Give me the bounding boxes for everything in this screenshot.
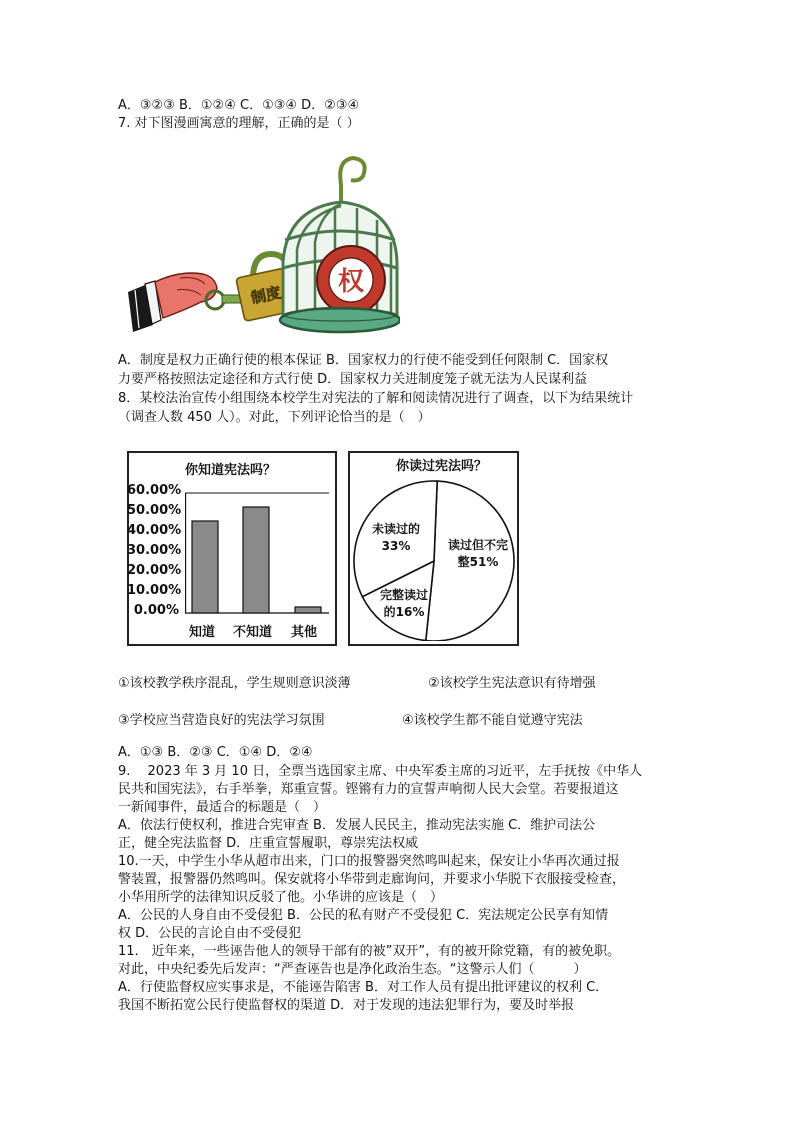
y-tick-label: 40.00% [127, 523, 182, 538]
q10-line1: 10.一天，中学生小华从超市出来，门口的报警器突然鸣叫起来，保安让小华再次通过报 [118, 854, 620, 869]
y-tick-label: 50.00% [127, 503, 182, 518]
q8-choice-2: ②该校学生宪法意识有待增强 [428, 676, 596, 691]
q8-choice-1: ①该校教学秩序混乱，学生规则意识淡薄 [118, 676, 351, 691]
bar-chart-title: 你知道宪法吗？ [185, 463, 277, 478]
x-category-label: 知道 [189, 625, 216, 640]
pie-slice-label-read-full: 完整读过 的16% [379, 588, 428, 619]
q8-stem-line1: 8．某校法治宣传小组围绕本校学生对宪法的了解和阅读情况进行了调查，以下为结果统计 [118, 391, 634, 406]
pie-chart-title: 你读过宪法吗？ [396, 459, 488, 474]
q8-stem-line2: （调查人数 450 人）。对此，下列评论恰当的是（ ） [118, 410, 431, 425]
q9-line3: 一新闻事件，最适合的标题是（ ） [118, 800, 327, 815]
ball-text: 权 [337, 267, 365, 297]
cartoon-image [125, 150, 400, 340]
q8-choice-3: ③学校应当营造良好的宪法学习氛围 [118, 713, 325, 728]
q10-options-line1: A．公民的人身自由不受侵犯 B．公民的私有财产不受侵犯 C．宪法规定公民享有知情 [118, 908, 609, 923]
y-tick-label: 0.00% [133, 603, 179, 618]
q8-choice-4: ④该校学生都不能自觉遵守宪法 [402, 713, 583, 728]
bar-plot-area [185, 491, 329, 615]
q10-line3: 小华用所学的法律知识反驳了他。小华讲的应该是（ ） [118, 890, 444, 905]
y-tick-label: 30.00% [127, 543, 182, 558]
bar-chart [127, 451, 337, 646]
q9-options-line2: 正，健全宪法监督 D．庄重宣誓履职，尊崇宪法权威 [118, 836, 419, 851]
q10-line2: 警装置，报警器仍然鸣叫。保安就将小华带到走廊询问，并要求小华脱下衣服接受检查， [118, 872, 626, 887]
q10-options-line2: 权 D．公民的言论自由不受侵犯 [118, 926, 302, 941]
q7-stem: 7. 对下图漫画寓意的理解，正确的是（ ） [118, 116, 360, 131]
pie-slice-label-read-partial: 读过但不完 整51% [447, 538, 508, 569]
q11-line1: 11. 近年来，一些诬告他人的领导干部有的被”双开”，有的被开除党籍，有的被免职。 [118, 944, 621, 959]
bar-不知道 [243, 507, 269, 613]
q11-line2: 对此，中央纪委先后发声：“严查诬告也是净化政治生态。“这警示人们（ ） [118, 962, 587, 977]
q11-options-line1: A．行使监督权应实事求是，不能诬告陷害 B．对工作人员有提出批评建议的权利 C． [118, 980, 609, 995]
pie-slice-label-not-read: 未读过的 33% [371, 522, 420, 553]
lock-text: 制度 [249, 283, 283, 308]
y-tick-label: 20.00% [127, 563, 182, 578]
q7-options-line1: A．制度是权力正确行使的根本保证 B．国家权力的行使不能受到任何限制 C．国家权 [118, 353, 609, 368]
y-tick-label: 10.00% [127, 583, 182, 598]
q7-options-line2: 力要严格按照法定途径和方式行使 D．国家权力关进制度笼子就无法为人民谋利益 [118, 372, 588, 387]
x-category-label: 不知道 [233, 625, 273, 640]
q9-line2: 民共和国宪法》，右手举拳，郑重宣誓。铿锵有力的宣誓声响彻人民大会堂。若要报道这 [118, 782, 619, 797]
q9-line1: 9. 2023 年 3 月 10 日，全票当选国家主席、中央军委主席的习近平，左手抚按《中华人 [118, 764, 643, 779]
y-tick-label: 60.00% [127, 483, 182, 498]
pie-chart [348, 451, 519, 646]
bar-知道 [192, 521, 218, 613]
x-category-label: 其他 [291, 625, 318, 640]
q6-options: A．③②③ B．①②④ C．①③④ D．②③④ [118, 98, 360, 113]
q8-options: A．①③ B．②③ C．①④ D．②④ [118, 745, 313, 760]
q9-options-line1: A．依法行使权利，推进合宪审查 B．发展人民民主，推动宪法实施 C．维护司法公 [118, 818, 596, 833]
bar-其他 [295, 607, 321, 613]
q11-options-line2: 我国不断拓宽公民行使监督权的渠道 D．对于发现的违法犯罪行为，要及时举报 [118, 998, 575, 1013]
